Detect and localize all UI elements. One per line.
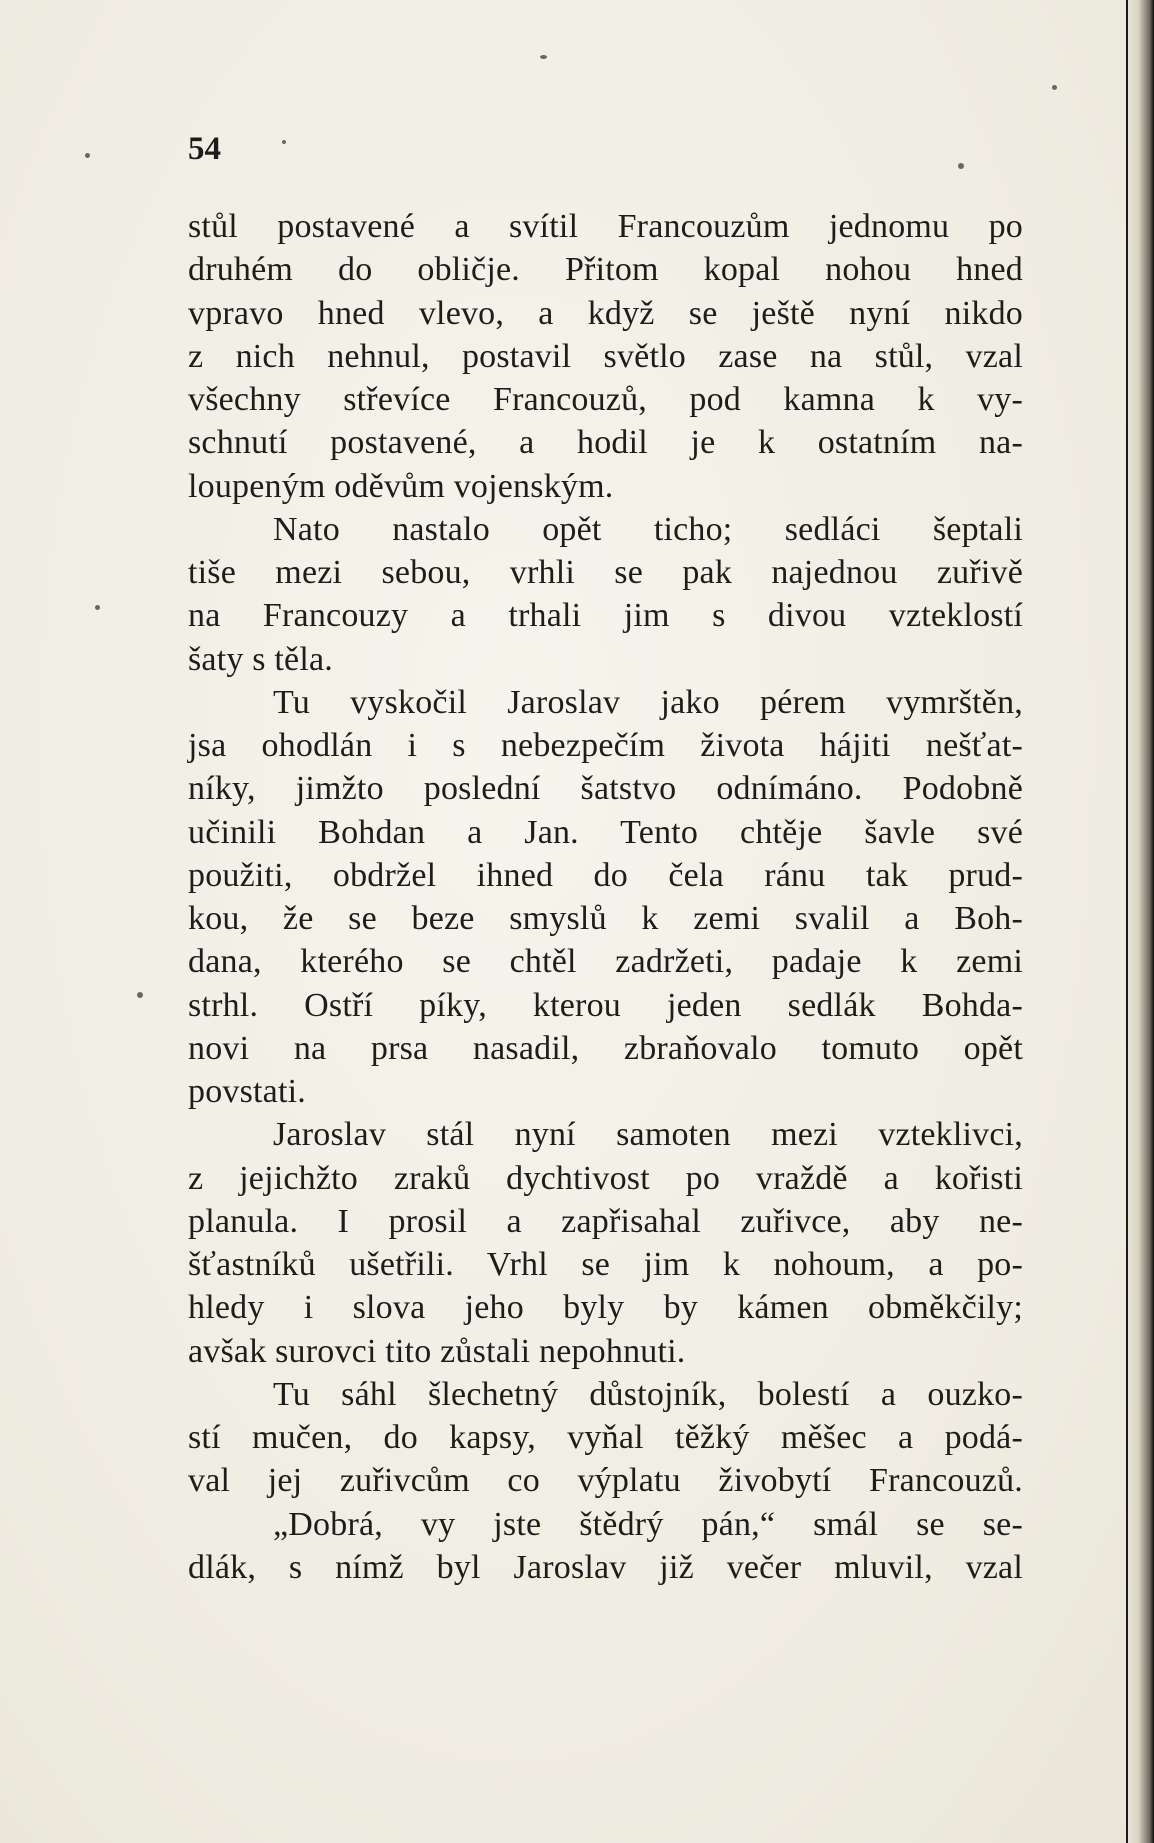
- text-line: stí mučen, do kapsy, vyňal těžký měšec a podá-: [188, 1419, 1023, 1456]
- text-line: Tu sáhl šlechetný důstojník, bolestí a ouzko-: [273, 1375, 1023, 1413]
- paper-speck: [540, 55, 547, 59]
- paper-speck: [85, 153, 90, 158]
- text-line: schnutí postavené, a hodil je k ostatním na-: [188, 424, 1023, 462]
- text-line: z jejichžto zraků dychtivost po vraždě a kořisti: [188, 1159, 1023, 1197]
- text-line: učinili Bohdan a Jan. Tento chtěje šavle své: [188, 813, 1023, 851]
- text-line: šaty s těla.: [188, 640, 333, 678]
- paper-speck: [958, 163, 964, 169]
- text-line: použiti, obdržel ihned do čela ránu tak prud-: [188, 856, 1023, 894]
- text-line: na Francouzy a trhali jim s divou vzteklostí: [188, 597, 1023, 635]
- text-line: tiše mezi sebou, vrhli se pak najednou zuřivě: [188, 554, 1023, 591]
- page-number: 54: [188, 131, 221, 167]
- text-line: šťastníků ušetřili. Vrhl se jim k nohoum, a po-: [188, 1246, 1023, 1283]
- page-edge-shadow: [1128, 0, 1154, 1843]
- text-line: dlák, s nímž byl Jaroslav již večer mluvil, vzal: [188, 1548, 1023, 1586]
- paper-speck: [95, 605, 100, 610]
- text-line: avšak surovci tito zůstali nepohnuti.: [188, 1332, 686, 1370]
- text-line: druhém do obličje. Přitom kopal nohou hned: [188, 251, 1023, 289]
- text-line: loupeným oděvům vojenským.: [188, 467, 614, 505]
- text-line: vpravo hned vlevo, a když se ještě nyní nikdo: [188, 294, 1023, 332]
- text-line: dana, kterého se chtěl zadržeti, padaje k zemi: [188, 943, 1023, 981]
- text-line: planula. I prosil a zapřisahal zuřivce, aby ne-: [188, 1202, 1023, 1240]
- paper-speck: [137, 992, 143, 998]
- text-line: Nato nastalo opět ticho; sedláci šeptali: [273, 510, 1023, 548]
- text-line: hledy i slova jeho byly by kámen obměkčily;: [188, 1289, 1023, 1327]
- text-line: jsa ohodlán i s nebezpečím života hájiti nešťat-: [188, 727, 1023, 764]
- text-line: Jaroslav stál nyní samoten mezi vzteklivci,: [273, 1116, 1023, 1154]
- text-line: níky, jimžto poslední šatstvo odnímáno. Podobně: [188, 770, 1023, 808]
- text-line: novi na prsa nasadil, zbraňovalo tomuto opět: [188, 1029, 1023, 1067]
- text-line: z nich nehnul, postavil světlo zase na stůl, vzal: [188, 337, 1023, 375]
- paper-speck: [282, 140, 286, 144]
- text-line: Tu vyskočil Jaroslav jako pérem vymrštěn,: [273, 683, 1023, 721]
- body-text: [188, 205, 1023, 1589]
- binding-edge: [1126, 0, 1128, 1843]
- text-line: „Dobrá, vy jste štědrý pán,“ smál se se-: [273, 1505, 1023, 1543]
- paper-speck: [1052, 85, 1057, 90]
- text-line: val jej zuřivcům co výplatu živobytí Francouzů.: [188, 1462, 1023, 1500]
- text-line: všechny střevíce Francouzů, pod kamna k vy-: [188, 381, 1023, 418]
- text-line: povstati.: [188, 1073, 306, 1110]
- text-line: kou, že se beze smyslů k zemi svalil a Boh-: [188, 900, 1023, 937]
- text-line: strhl. Ostří píky, kterou jeden sedlák Bohda-: [188, 986, 1023, 1024]
- text-line: stůl postavené a svítil Francouzům jednomu po: [188, 208, 1023, 245]
